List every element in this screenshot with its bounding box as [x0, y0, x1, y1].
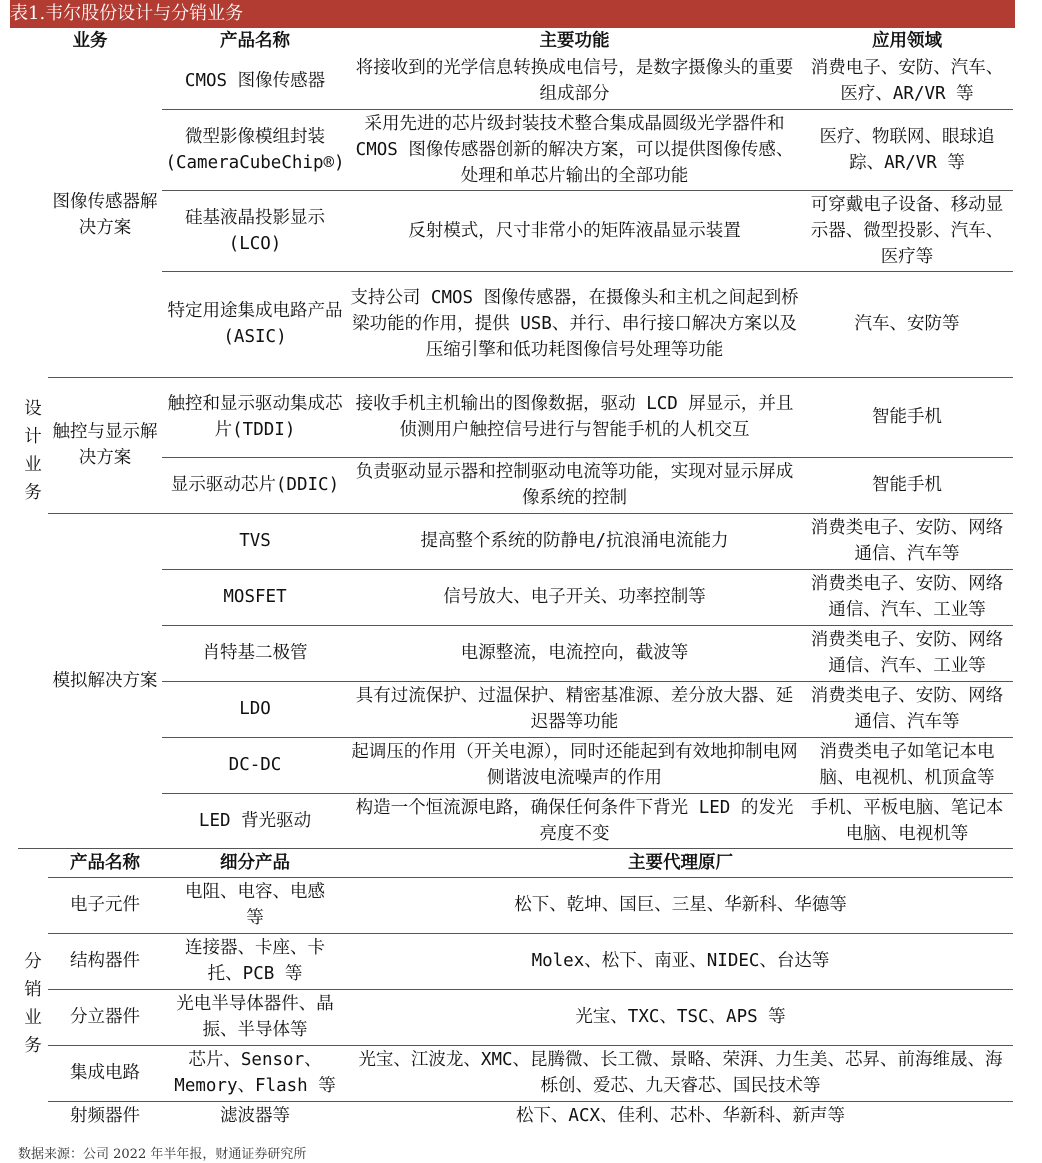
product-cell: 触控和显示驱动集成芯片(TDDI)	[162, 377, 348, 457]
table-row	[18, 877, 1013, 933]
header-dist-product: 产品名称	[48, 848, 162, 877]
product-cell: MOSFET	[162, 569, 348, 625]
product-cell: 显示驱动芯片(DDIC)	[162, 457, 348, 513]
application-cell: 手机、平板电脑、笔记本电脑、电视机等	[810, 797, 1004, 844]
product-cell: LDO	[162, 681, 348, 737]
header-dist-agency: 主要代理原厂	[348, 848, 1013, 877]
table-row	[18, 513, 1013, 569]
table-row	[18, 1101, 1013, 1131]
function-cell: 接收手机主机输出的图像数据，驱动 LCD 屏显示，并且侦测用户触控信号进行与智能手机的人机交互	[348, 377, 801, 457]
product-cell: 微型影像模组封装(CameraCubeChip®)	[162, 109, 348, 190]
distribution-header-row	[18, 848, 1013, 877]
function-cell: 提高整个系统的防静电/抗浪涌电流能力	[348, 513, 801, 569]
function-cell: 支持公司 CMOS 图像传感器，在摄像头和主机之间起到桥梁功能的作用，提供 USB、并行、串行接口解决方案以及压缩引擎和低功耗图像信号处理等功能	[348, 271, 801, 377]
dist-agency-cell: 光宝、江波龙、XMC、昆腾微、长工微、景略、荣湃、力生美、芯昇、前海维晟、海栎创、爱芯、九天睿芯、国民技术等	[348, 1045, 1013, 1101]
dist-agency-cell: 光宝、TXC、TSC、APS 等	[348, 989, 1013, 1045]
header-dist-sub: 细分产品	[162, 848, 348, 877]
dist-product-cell: 分立器件	[48, 989, 162, 1045]
table-row	[18, 271, 1013, 377]
table-row	[18, 681, 1013, 737]
table-row	[18, 109, 1013, 190]
table-row	[18, 457, 1013, 513]
function-cell: 起调压的作用（开关电源），同时还能起到有效地抑制电网侧谐波电流噪声的作用	[348, 737, 801, 793]
dist-agency-cell: Molex、松下、南亚、NIDEC、台达等	[348, 933, 1013, 989]
business-table	[18, 28, 1013, 1131]
product-cell: TVS	[162, 513, 348, 569]
product-cell: LED 背光驱动	[198, 810, 312, 831]
dist-product-cell: 电子元件	[48, 877, 162, 933]
application-cell: 消费电子、安防、汽车、医疗、AR/VR 等	[801, 54, 1013, 109]
table-title: 表1.韦尔股份设计与分销业务	[10, 0, 1015, 28]
group-touch-display: 触控与显示解决方案	[48, 377, 162, 513]
product-cell: 肖特基二极管	[162, 625, 348, 681]
application-cell: 医疗、物联网、眼球追踪、AR/VR 等	[801, 109, 1013, 190]
header-product: 产品名称	[220, 31, 290, 51]
application-cell: 消费类电子、安防、网络通信、汽车、工业等	[801, 569, 1013, 625]
function-cell: 构造一个恒流源电路，确保任何条件下背光 LED 的发光亮度不变	[355, 797, 794, 844]
application-cell: 消费类电子、安防、网络通信、汽车、工业等	[801, 625, 1013, 681]
product-cell: 特定用途集成电路产品(ASIC)	[162, 271, 348, 377]
function-cell: 信号放大、电子开关、功率控制等	[348, 569, 801, 625]
application-cell: 汽车、安防等	[801, 271, 1013, 377]
group-analog: 模拟解决方案	[52, 670, 158, 691]
function-cell: 电源整流，电流控向，截波等	[348, 625, 801, 681]
function-cell: 具有过流保护、过温保护、精密基准源、差分放大器、延迟器等功能	[348, 681, 801, 737]
function-cell: 反射模式，尺寸非常小的矩阵液晶显示装置	[348, 190, 801, 271]
application-cell: 消费类电子、安防、网络通信、汽车等	[801, 681, 1013, 737]
source-note: 数据来源：公司 2022 年半年报，财通证券研究所	[18, 1147, 307, 1162]
table-row	[18, 377, 1013, 457]
dist-product-cell: 结构器件	[48, 933, 162, 989]
function-cell: 将接收到的光学信息转换成电信号，是数字摄像头的重要组成部分	[348, 54, 801, 109]
design-header-row	[18, 28, 1013, 54]
product-cell: CMOS 图像传感器	[162, 54, 348, 109]
function-cell: 负责驱动显示器和控制驱动电流等功能，实现对显示屏成像系统的控制	[348, 457, 801, 513]
application-cell: 可穿戴电子设备、移动显示器、微型投影、汽车、医疗等	[801, 190, 1013, 271]
header-business: 业务	[72, 31, 108, 51]
application-cell: 消费类电子如笔记本电脑、电视机、机顶盒等	[801, 737, 1013, 793]
table-row	[18, 989, 1013, 1045]
dist-sub-cell: 连接器、卡座、卡托、PCB 等	[162, 933, 348, 989]
table-row	[18, 54, 1013, 109]
dist-product-cell: 射频器件	[70, 1106, 140, 1127]
header-application: 应用领域	[872, 31, 942, 51]
dist-agency-cell: 松下、乾坤、国巨、三星、华新科、华德等	[348, 877, 1013, 933]
product-cell: DC-DC	[162, 737, 348, 793]
dist-product-cell: 集成电路	[48, 1045, 162, 1101]
dist-sub-cell: 电阻、电容、电感等	[162, 877, 348, 933]
dist-sub-cell: 滤波器等	[220, 1106, 290, 1127]
table-row	[18, 793, 1013, 848]
dist-sub-cell: 芯片、Sensor、Memory、Flash 等	[162, 1045, 348, 1101]
dist-sub-cell: 光电半导体器件、晶振、半导体等	[162, 989, 348, 1045]
application-cell: 智能手机	[801, 377, 1013, 457]
product-cell: 硅基液晶投影显示(LCO)	[162, 190, 348, 271]
table-row	[18, 625, 1013, 681]
distribution-segment-label: 分销业务	[24, 952, 42, 1056]
group-image-sensor: 图像传感器解决方案	[48, 54, 162, 377]
table-row	[18, 569, 1013, 625]
application-cell: 消费类电子、安防、网络通信、汽车等	[801, 513, 1013, 569]
table-row	[18, 190, 1013, 271]
table-row	[18, 933, 1013, 989]
application-cell: 智能手机	[801, 457, 1013, 513]
dist-agency-cell: 松下、ACX、佳利、芯朴、华新科、新声等	[515, 1106, 846, 1127]
design-segment-label: 设计业务	[24, 398, 42, 503]
table-row	[18, 737, 1013, 793]
function-cell: 采用先进的芯片级封装技术整合集成晶圆级光学器件和 CMOS 图像传感器创新的解决方案，可以提供图像传感、处理和单芯片输出的全部功能	[348, 109, 801, 190]
header-function: 主要功能	[539, 31, 610, 51]
table-row	[18, 1045, 1013, 1101]
